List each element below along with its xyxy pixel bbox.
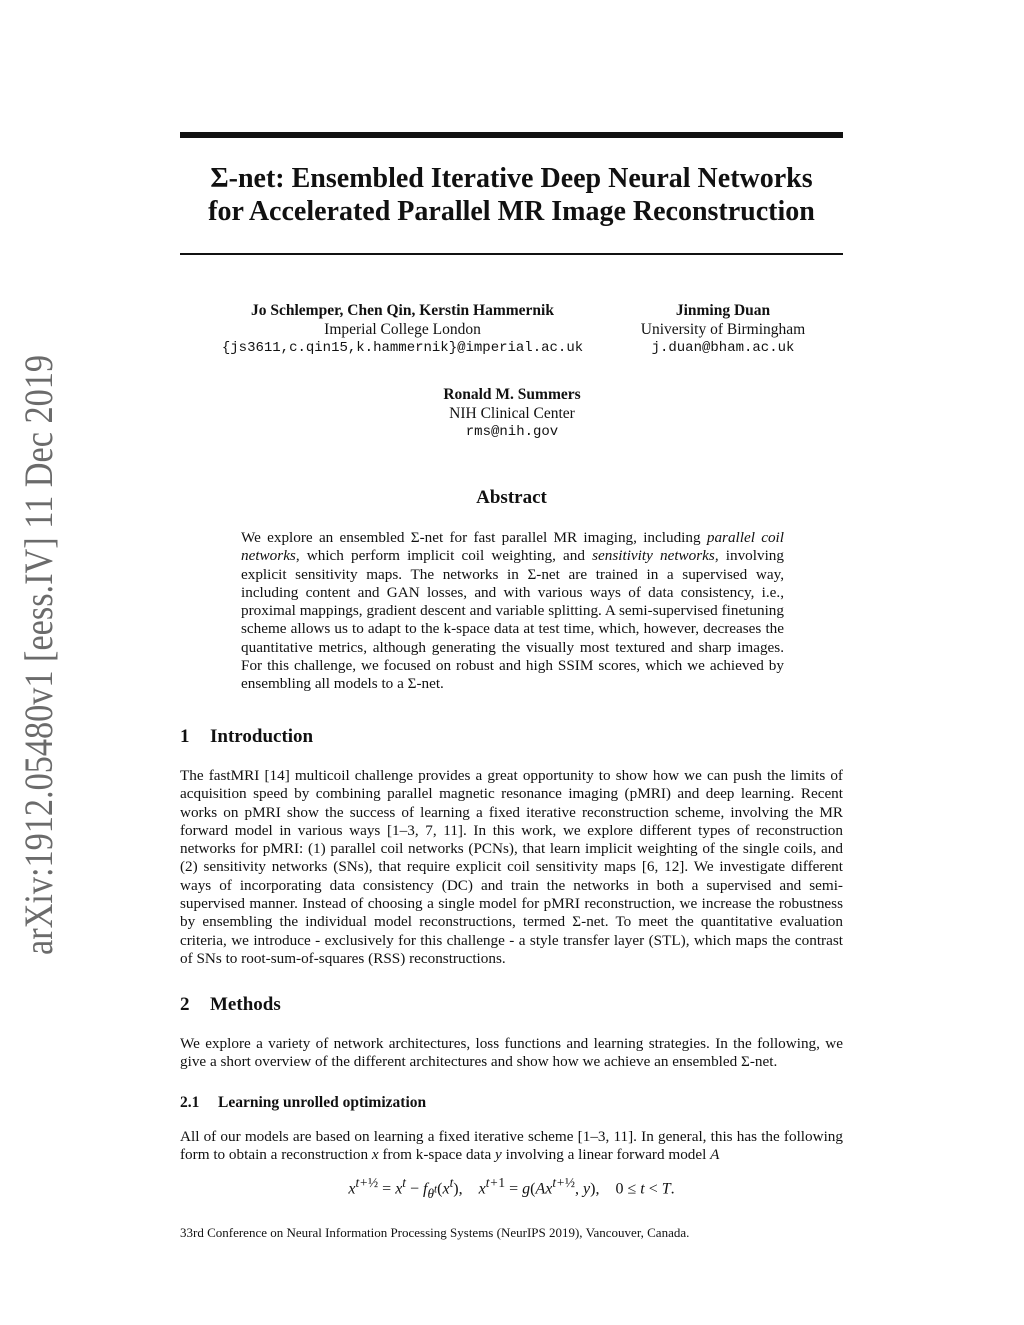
subsection-heading-unrolled xyxy=(180,1094,426,1112)
author-block-nih xyxy=(362,385,662,442)
abstract-text-part: , involving explicit sensitivity maps. The networks in Σ-net are trained in a supervised way, including content and GAN losses, and with various ways of data consistency, i.e., proximal mappings, gradient descent and variable splitting. A semi-supervised finetuning scheme allows us to adapt to the k-space data at test time, which, however, decreases the quantitative metrics, although generating the visually most textured and sharp images. For this challenge, we focused on robust and high SSIM scores, which we achieved by ensembling all models to a Σ-net. xyxy=(241,547,784,693)
arxiv-identifier xyxy=(14,350,62,960)
paragraph-text-part: from k-space data xyxy=(378,1146,496,1164)
abstract-text xyxy=(241,529,784,694)
paragraph-text-part: involving a linear forward model xyxy=(501,1146,711,1164)
math-variable: A xyxy=(710,1146,720,1164)
section-number: 1 xyxy=(180,726,190,747)
author-email: rms@nih.gov xyxy=(465,424,559,440)
author-email: j.duan@bham.ac.uk xyxy=(651,340,795,356)
abstract-heading: Abstract xyxy=(476,487,547,508)
author-block-imperial xyxy=(185,301,620,358)
author-names: Jo Schlemper, Chen Qin, Kerstin Hammernik xyxy=(251,302,554,319)
abstract-emphasis: sensitivity networks xyxy=(592,547,715,565)
author-names: Jinming Duan xyxy=(675,302,771,319)
author-block-birmingham xyxy=(618,301,828,358)
section-title: Introduction xyxy=(210,726,314,747)
abstract-text-part: We explore an ensembled Σ-net for fast parallel MR imaging, including xyxy=(241,529,707,546)
author-affiliation: University of Birmingham xyxy=(640,321,806,338)
math-variable: x xyxy=(371,1146,379,1164)
arxiv-id-text: arXiv:1912.05480v1 [eess.IV] 11 Dec 2019 xyxy=(16,350,61,955)
abstract-emphasis: parallel coil networks xyxy=(241,529,784,565)
subsection-title: Learning unrolled optimization xyxy=(218,1094,427,1111)
introduction-paragraph: The fastMRI [14] multicoil challenge provides a great opportunity to show how we can push the limits of acquisition speed by combining parallel magnetic resonance imaging (pMRI) and deep learning. Recent works on pMRI show the success of learning a fixed iterative reconstruction scheme, involving the MR forward model in various ways [1–3, 7, 11]. In this work, we explore different types of reconstruction networks for pMRI: (1) parallel coil networks (PCNs), that learn implicit weighting of the single coils, and (2) sensitivity networks (SNs), that require explicit coil sensitivity maps [6, 12]. We investigate different ways of incorporating data consistency (DC) and train the networks in both a supervised and semi-supervised manner. Instead of choosing a single model for pMRI reconstruction, we increase the robustness by ensembling the individual model reconstructions, termed Σ-net. To meet the quantitative evaluation criteria, we introduce - exclusively for this challenge - a style transfer layer (STL), which maps the contrast of SNs to root-sum-of-squares (RSS) reconstructions. xyxy=(180,767,843,967)
subsection-number: 2.1 xyxy=(180,1094,200,1111)
abstract-text-part: , which perform implicit coil weighting, and xyxy=(295,547,593,565)
author-affiliation: Imperial College London xyxy=(324,321,481,338)
section-title: Methods xyxy=(210,994,281,1015)
title-line-2: for Accelerated Parallel MR Image Reconstruction xyxy=(208,196,815,227)
author-names: Ronald M. Summers xyxy=(443,386,581,403)
section-heading-methods xyxy=(180,994,281,1016)
title-bottom-rule xyxy=(180,253,843,255)
author-email: {js3611,c.qin15,k.hammernik}@imperial.ac.uk xyxy=(221,340,584,356)
section-number: 2 xyxy=(180,994,190,1015)
math-variable: y xyxy=(495,1146,502,1164)
unrolled-paragraph xyxy=(180,1128,843,1165)
title-line-1: Σ-net: Ensembled Iterative Deep Neural Networks xyxy=(210,163,813,194)
paragraph-text-part: All of our models are based on learning a fixed iterative scheme [1–3, 11]. In general, this has the following form to obtain a reconstruction xyxy=(180,1128,843,1164)
conference-footnote: 33rd Conference on Neural Information Processing Systems (NeurIPS 2019), Vancouver, Canada. xyxy=(180,1225,690,1240)
update-equation: $x^{t+\frac{1}{2}} = x^t - f_{\theta^t}(x^t)$, $x^{t+1} = g(Ax^{t+\frac{1}{2}}$, y), 0 ≤ t < T. xyxy=(348,1175,675,1201)
paper-title xyxy=(180,162,843,228)
methods-paragraph: We explore a variety of network architectures, loss functions and learning strategies. In the following, we give a short overview of the different architectures and show how we achieve an ensembled Σ-net. xyxy=(180,1035,843,1071)
section-heading-introduction xyxy=(180,726,313,748)
author-affiliation: NIH Clinical Center xyxy=(449,405,575,422)
title-top-rule xyxy=(180,132,843,138)
